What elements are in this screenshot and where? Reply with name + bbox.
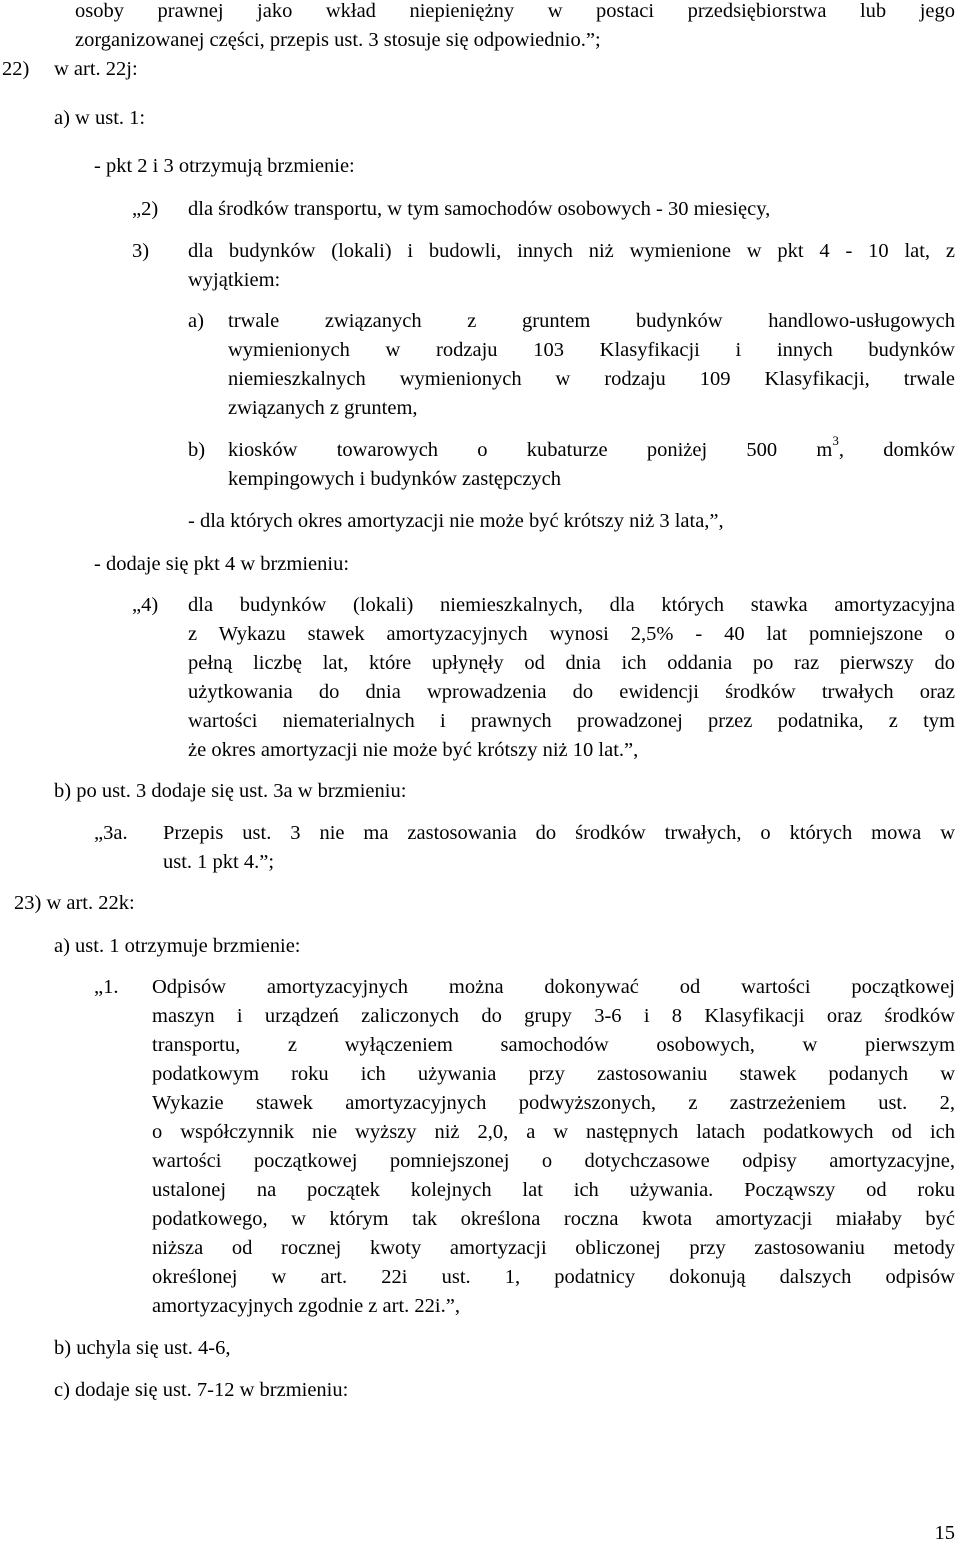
text-line: amortyzacyjnych zgodnie z art. 22i.”, bbox=[152, 1295, 460, 1317]
text-line: dla środków transportu, w tym samochodów osobowych - 30 miesięcy, bbox=[188, 198, 771, 220]
text-line: wartości początkowej pomniejszonej o dotychczasowe odpisy amortyzacyjne, bbox=[152, 1150, 955, 1172]
superscript: 3 bbox=[832, 433, 839, 449]
text-line: zorganizowanej części, przepis ust. 3 stosuje się odpowiednio.”; bbox=[75, 29, 601, 51]
letter-label: a) bbox=[188, 310, 204, 332]
text-line: wyjątkiem: bbox=[188, 269, 281, 291]
letter-label: b) bbox=[188, 439, 206, 461]
text-line: o współczynnik nie wyższy niż 2,0, a w następnych latach podatkowych od ich bbox=[152, 1121, 955, 1143]
text-line: dla budynków (lokali) i budowli, innych niż wymienione w pkt 4 - 10 lat, z bbox=[188, 240, 955, 262]
text-line: podatkowego, w którym tak określona roczna kwota amortyzacji miałaby być bbox=[152, 1208, 955, 1230]
letter-item: b) po ust. 3 dodaje się ust. 3a w brzmieniu: bbox=[54, 780, 407, 802]
text-line: z Wykazu stawek amortyzacyjnych wynosi 2,5% - 40 lat pomniejszone o bbox=[188, 623, 955, 645]
point-number: „3a. bbox=[94, 822, 128, 844]
text-line: związanych z gruntem, bbox=[228, 397, 418, 419]
text-line: wartości niematerialnych i prawnych prowadzonej przez podatnika, z tym bbox=[188, 710, 955, 732]
text-line: określonej w art. 22i ust. 1, podatnicy dokonują dalszych odpisów bbox=[152, 1266, 955, 1288]
amendment-heading: 23) w art. 22k: bbox=[14, 892, 135, 914]
text-line: kiosków towarowych o kubaturze poniżej 500 $m^3$, domków bbox=[228, 433, 955, 461]
point-number: „2) bbox=[132, 198, 159, 220]
text-line: niemieszkalnych wymienionych w rodzaju 109 Klasyfikacji, trwale bbox=[228, 368, 955, 390]
text-line: Przepis ust. 3 nie ma zastosowania do środków trwałych, o których mowa w bbox=[163, 822, 955, 844]
text-line: Odpisów amortyzacyjnych można dokonywać od wartości początkowej bbox=[152, 976, 955, 998]
text-line: ust. 1 pkt 4.”; bbox=[163, 851, 275, 873]
text-line: że okres amortyzacji nie może być krótszy niż 10 lat.”, bbox=[188, 739, 639, 761]
text-line: dla budynków (lokali) niemieszkalnych, dla których stawka amortyzacyjna bbox=[188, 594, 955, 616]
text-line: kempingowych i budynków zastępczych bbox=[228, 468, 562, 490]
letter-item: a) w ust. 1: bbox=[54, 107, 146, 129]
amendment-heading: w art. 22j: bbox=[54, 58, 138, 80]
text-line: użytkowania do dnia wprowadzenia do ewidencji środków trwałych oraz bbox=[188, 681, 955, 703]
point-number: 3) bbox=[132, 240, 150, 262]
point-number: „1. bbox=[94, 976, 119, 998]
letter-item: a) ust. 1 otrzymuje brzmienie: bbox=[54, 935, 301, 957]
text-line: wymienionych w rodzaju 103 Klasyfikacji i innych budynków bbox=[228, 339, 955, 361]
text-line: niższa od rocznej kwoty amortyzacji obliczonej przy zastosowaniu metody bbox=[152, 1237, 955, 1259]
letter-item: c) dodaje się ust. 7-12 w brzmieniu: bbox=[54, 1379, 349, 1401]
page-number: 15 bbox=[934, 1522, 955, 1544]
point-number: „4) bbox=[132, 594, 159, 616]
text-line: trwale związanych z gruntem budynków handlowo-usługowych bbox=[228, 310, 955, 332]
letter-item: b) uchyla się ust. 4-6, bbox=[54, 1337, 231, 1359]
text-line: maszyn i urządzeń zaliczonych do grupy 3-6 i 8 Klasyfikacji oraz środków bbox=[152, 1005, 955, 1027]
dash-item: - dla których okres amortyzacji nie może być krótszy niż 3 lata,”, bbox=[188, 510, 724, 532]
text-line: podatkowym roku ich używania przy zastosowaniu stawek podanych w bbox=[152, 1063, 955, 1085]
dash-item: - pkt 2 i 3 otrzymują brzmienie: bbox=[94, 155, 355, 177]
text-line: osoby prawnej jako wkład niepieniężny w postaci przedsiębiorstwa lub jego bbox=[75, 0, 955, 22]
dash-item: - dodaje się pkt 4 w brzmieniu: bbox=[94, 553, 350, 575]
text-line: transportu, z wyłączeniem samochodów osobowych, w pierwszym bbox=[152, 1034, 955, 1056]
text-line: ustalonej na początek kolejnych lat ich używania. Począwszy od roku bbox=[152, 1179, 955, 1201]
text-line: Wykazie stawek amortyzacyjnych podwyższonych, z zastrzeżeniem ust. 2, bbox=[152, 1092, 955, 1114]
point-number: 22) bbox=[2, 58, 30, 80]
text-line: pełną liczbę lat, które upłynęły od dnia ich oddania po raz pierwszy do bbox=[188, 652, 955, 674]
